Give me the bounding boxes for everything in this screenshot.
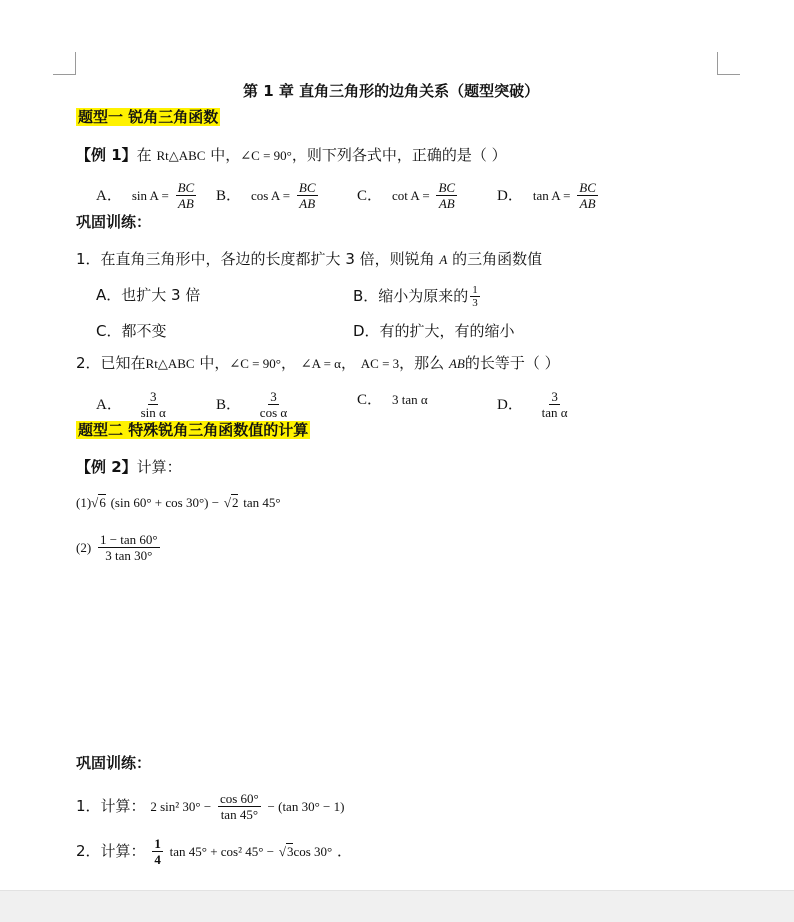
q2-option-a: A． $\frac{3}{\text{sin α}}$	[96, 389, 166, 420]
margin-corner-mark	[53, 52, 76, 75]
practice-question-2: 2．已知在Rt△ABC 中，∠C = 90°， ∠A = α， AC = 3，那么 AB的长等于（ ）	[76, 354, 560, 372]
practice-question-4: 2．计算： $\frac{1}{4}$ tan 45° + cos² 45° − √3cos 30° ．	[76, 836, 353, 867]
example-1-question: 【例 1】在 Rt△ABC 中，∠C = 90°，则下列各式中，正确的是（ ）	[76, 146, 507, 164]
example-1-option-d: D． tan A = $\frac{BC}{AB}$	[497, 180, 596, 211]
practice-question-1: 1．在直角三角形中，各边的长度都扩大 3 倍，则锐角 A 的三角函数值	[76, 250, 543, 268]
practice-heading-2: 巩固训练：	[76, 754, 152, 772]
margin-corner-mark	[717, 52, 740, 75]
example-1-option-b: B． cos A = $\frac{BC}{AB}$	[216, 180, 316, 211]
example-2-expression-1: (1)√6 (sin 60° + cos 30°) − √2 tan 45°	[76, 495, 281, 510]
example-2-expression-2: (2) $\frac{1 - \tan 60^\circ}{3 \tan 30^\circ}$	[76, 532, 158, 563]
document-title: 第 1 章 直角三角形的边角关系（题型突破）	[243, 82, 540, 100]
example-1-option-c: C． cot A = $\frac{BC}{AB}$	[357, 180, 456, 211]
q1-option-c: C．都不变	[96, 322, 167, 340]
example-2-question: 【例 2】计算：	[76, 458, 182, 476]
practice-question-3: 1．计算： 2 sin² 30° − $\frac{\cos 60^\circ}{\tan 45^\circ}$ − (tan 30° − 1)	[76, 791, 345, 822]
q2-option-c: C． 3 tan α	[357, 392, 428, 408]
q2-option-d: D． $\frac{3}{\text{tan α}}$	[497, 389, 568, 420]
example-1-option-a: A． sin A = $\frac{BC}{AB}$	[96, 180, 195, 211]
q2-option-b: B． $\frac{3}{\text{cos α}}$	[216, 389, 288, 420]
section-heading-2: 题型二 特殊锐角三角函数值的计算	[78, 421, 309, 439]
section-heading-1: 题型一 锐角三角函数	[78, 108, 219, 126]
status-bar	[0, 890, 794, 922]
q1-option-b: B．缩小为原来的 $\frac{1}{3}$	[353, 284, 478, 309]
practice-heading-1: 巩固训练：	[76, 213, 152, 231]
q1-option-d: D．有的扩大，有的缩小	[353, 322, 515, 340]
q1-option-a: A．也扩大 3 倍	[96, 286, 201, 304]
